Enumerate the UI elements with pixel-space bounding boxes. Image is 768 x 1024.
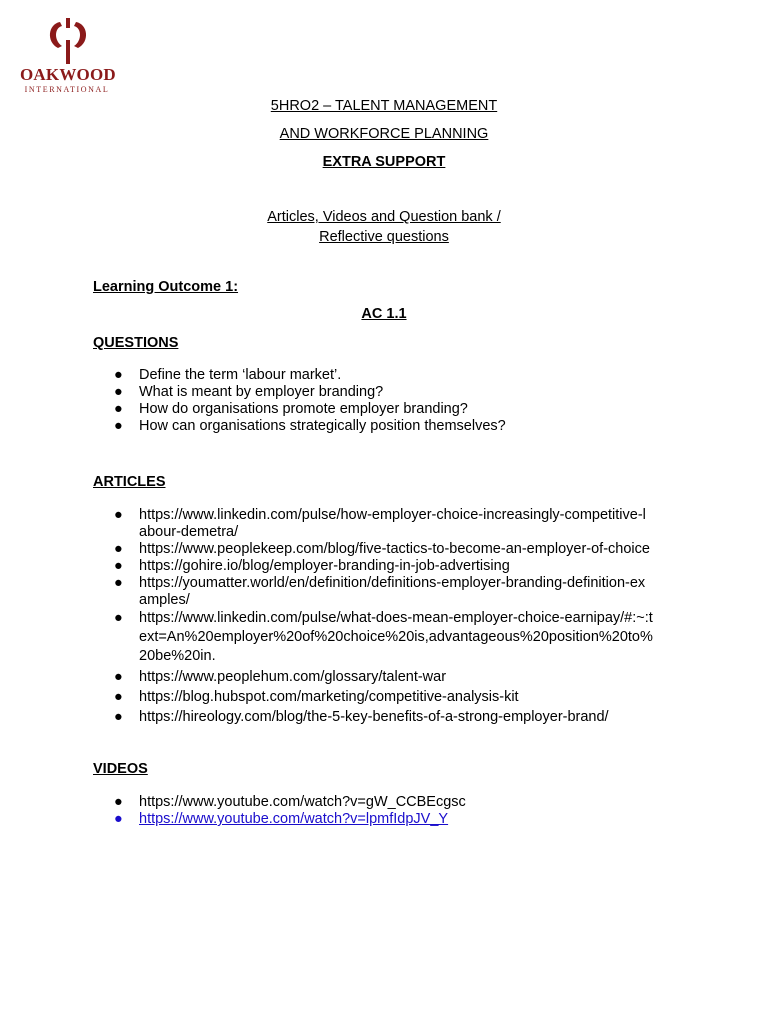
article-link[interactable]: https://www.linkedin.com/pulse/what-does-mean-employer-choice-earnipay/#:~:text=An%20employer%20of%20choice%20is,advantageous%20position%20to%20be%20in.	[139, 610, 653, 664]
article-link[interactable]: https://youmatter.world/en/definition/definitions-employer-branding-definition-examples/	[139, 575, 646, 608]
bullet-icon: ●	[114, 384, 123, 400]
list-item	[93, 609, 653, 666]
question-text: What is meant by employer branding?	[139, 384, 384, 400]
list-item	[93, 709, 653, 726]
article-link[interactable]: https://www.peoplekeep.com/blog/five-tactics-to-become-an-employer-of-choice	[139, 541, 650, 557]
bullet-icon: ●	[114, 558, 123, 574]
oakwood-emblem-icon	[40, 18, 96, 64]
bullet-icon: ●	[114, 418, 123, 434]
oakwood-logo	[20, 18, 116, 94]
bullet-icon: ●	[114, 610, 123, 626]
question-text: How do organisations promote employer branding?	[139, 401, 468, 417]
list-item	[93, 418, 693, 435]
subtitle-line-1: Articles, Videos and Question bank /	[267, 209, 501, 225]
list-item	[93, 669, 653, 686]
article-link[interactable]: https://hireology.com/blog/the-5-key-benefits-of-a-strong-employer-brand/	[139, 709, 609, 725]
bullet-icon: ●	[114, 575, 123, 591]
article-link[interactable]: https://www.peoplehum.com/glossary/talent-war	[139, 669, 447, 685]
list-item	[93, 367, 693, 384]
title-line-1: 5HRO2 – TALENT MANAGEMENT	[270, 98, 498, 114]
list-item	[93, 541, 653, 558]
list-item	[93, 384, 693, 401]
videos-list	[93, 794, 693, 828]
question-text: Define the term ‘labour market’.	[139, 367, 342, 383]
article-link[interactable]: https://www.linkedin.com/pulse/how-employer-choice-increasingly-competitive-labour-demetra/	[139, 507, 646, 540]
bullet-icon: ●	[114, 367, 123, 383]
bullet-icon: ●	[114, 794, 123, 810]
video-link-hyperlink[interactable]: https://www.youtube.com/watch?v=lpmfIdpJV_Y	[139, 811, 449, 827]
logo-wordmark: OAKWOOD	[20, 65, 116, 84]
article-link[interactable]: https://blog.hubspot.com/marketing/competitive-analysis-kit	[139, 689, 519, 705]
list-item	[93, 507, 653, 541]
list-item	[93, 811, 693, 828]
title-extra-support: EXTRA SUPPORT	[322, 154, 446, 170]
bullet-icon: ●	[114, 507, 123, 523]
videos-heading: VIDEOS	[93, 761, 148, 777]
questions-list	[93, 367, 693, 435]
list-item	[93, 794, 693, 811]
learning-outcome-heading: Learning Outcome 1:	[93, 279, 239, 295]
logo-subtitle: INTERNATIONAL	[24, 85, 110, 94]
subtitle-line-2: Reflective questions	[319, 229, 449, 245]
list-item	[93, 575, 653, 609]
ac-label: AC 1.1	[361, 306, 407, 322]
articles-list	[93, 507, 653, 726]
bullet-icon: ●	[114, 811, 123, 827]
questions-heading: QUESTIONS	[93, 335, 179, 351]
bullet-icon: ●	[114, 689, 123, 705]
bullet-icon: ●	[114, 401, 123, 417]
bullet-icon: ●	[114, 669, 123, 685]
bullet-icon: ●	[114, 541, 123, 557]
article-link[interactable]: https://gohire.io/blog/employer-branding-in-job-advertising	[139, 558, 510, 574]
bullet-icon: ●	[114, 709, 123, 725]
title-line-2: AND WORKFORCE PLANNING	[279, 126, 489, 142]
list-item	[93, 401, 693, 418]
video-link[interactable]: https://www.youtube.com/watch?v=gW_CCBEcgsc	[139, 794, 466, 810]
question-text: How can organisations strategically position themselves?	[139, 418, 506, 434]
list-item	[93, 689, 653, 706]
list-item	[93, 558, 653, 575]
articles-heading: ARTICLES	[93, 474, 166, 490]
